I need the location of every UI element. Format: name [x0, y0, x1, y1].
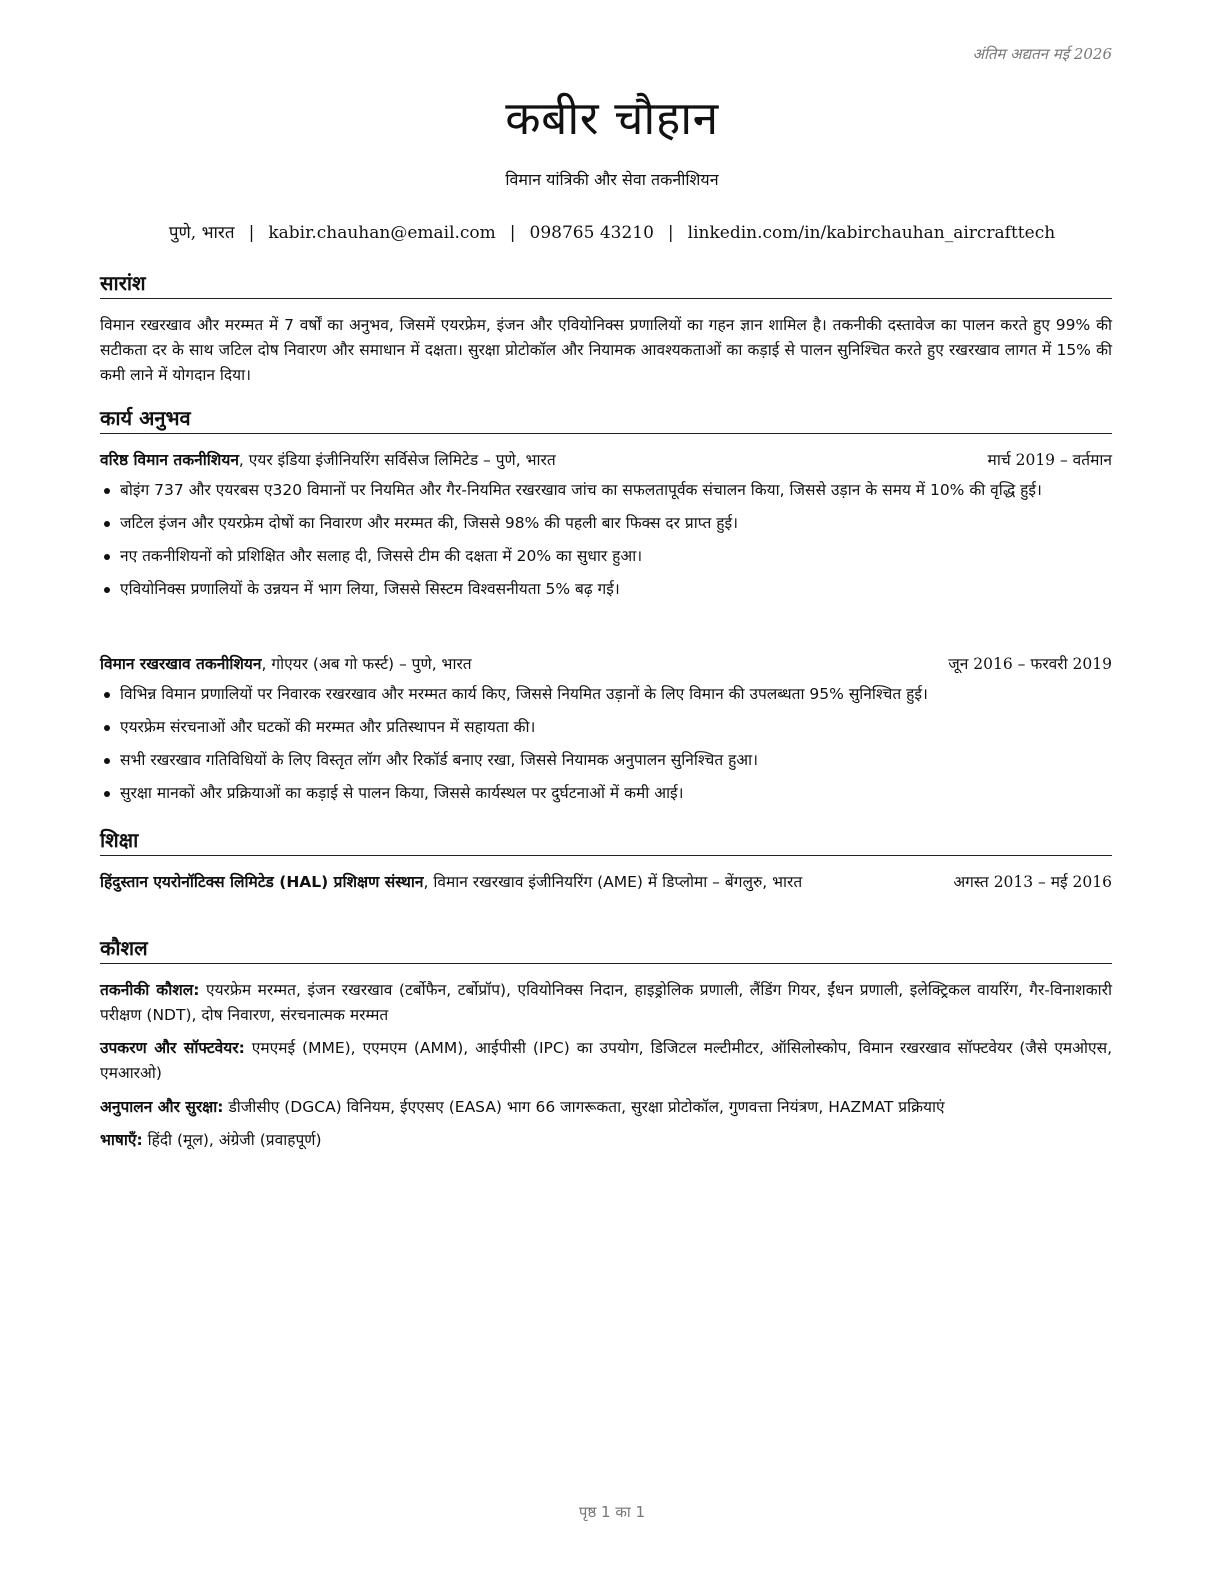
- job-org: , एयर इंडिया इंजीनियरिंग सर्विसेज लिमिटेड – पुणे, भारत: [238, 451, 556, 469]
- list-item: सभी रखरखाव गतिविधियों के लिए विस्तृत लॉग और रिकॉर्ड बनाए रखा, जिससे नियामक अनुपालन सुनिश्चित हुआ।: [100, 748, 1112, 773]
- skill-value: डीजीसीए (DGCA) विनियम, ईएएसए (EASA) भाग 66 जागरूकता, सुरक्षा प्रोटोकॉल, गुणवत्ता नियंत्रण, HAZMAT प्रक्रियाएं: [223, 1098, 945, 1116]
- list-item: जटिल इंजन और एयरफ्रेम दोषों का निवारण और मरम्मत की, जिससे 98% की पहली बार फिक्स दर प्राप्त हुई।: [100, 511, 1112, 536]
- list-item: बोइंग 737 और एयरबस ए320 विमानों पर नियमित और गैर-नियमित रखरखाव जांच का सफलतापूर्वक संचालन किया, जिससे उड़ान के समय में 10% की वृद्धि हुई।: [100, 478, 1112, 503]
- skill-label: भाषाएँ:: [100, 1131, 143, 1149]
- summary-text: विमान रखरखाव और मरम्मत में 7 वर्षों का अनुभव, जिसमें एयरफ्रेम, इंजन और एवियोनिक्स प्रणालियों का गहन ज्ञान शामिल है। तकनीकी दस्तावेज का पालन करते हुए 99% की सटीकता दर के साथ जटिल दोष निवारण और समाधान में दक्षता। सुरक्षा प्रोटोकॉल और नियामक आवश्यकताओं का कड़ाई से पालन सुनिश्चित करते हुए रखरखाव लागत में 15% की कमी लाने में योगदान दिया।: [100, 316, 1112, 384]
- skill-label: उपकरण और सॉफ्टवेयर:: [100, 1039, 245, 1057]
- contact-location: पुणे, भारत: [168, 223, 235, 243]
- page-number: पृष्ठ 1 का 1: [578, 1503, 646, 1521]
- skill-row: [100, 1128, 1112, 1153]
- section-heading-education: शिक्षा: [100, 827, 1112, 856]
- contact-separator: |: [248, 223, 255, 243]
- education-entry: [100, 870, 1112, 895]
- job-bullets: [100, 682, 1112, 814]
- skill-value: हिंदी (मूल), अंग्रेजी (प्रवाहपूर्ण): [142, 1131, 322, 1149]
- job-bullets: [100, 478, 1112, 610]
- job-dates: जून 2016 – फरवरी 2019: [948, 655, 1112, 673]
- skill-row: [100, 978, 1112, 1028]
- skill-row: [100, 1095, 1112, 1120]
- list-item: एयरफ्रेम संरचनाओं और घटकों की मरम्मत और प्रतिस्थापन में सहायता की।: [100, 715, 1112, 740]
- list-item: सुरक्षा मानकों और प्रक्रियाओं का कड़ाई से पालन किया, जिससे कार्यस्थल पर दुर्घटनाओं में कमी आई।: [100, 781, 1112, 806]
- skill-row: [100, 1036, 1112, 1086]
- skill-label: तकनीकी कौशल:: [100, 981, 200, 999]
- contact-linkedin[interactable]: linkedin.com/in/kabirchauhan_aircrafttech: [687, 223, 1056, 243]
- section-heading-summary: सारांश: [100, 270, 1112, 299]
- education-institution: हिंदुस्तान एयरोनॉटिक्स लिमिटेड (HAL) प्रशिक्षण संस्थान: [100, 873, 424, 891]
- section-heading-skills: कौशल: [100, 935, 1112, 964]
- last-updated: अंतिम अद्यतन मई 2026: [972, 45, 1112, 63]
- job-dates: मार्च 2019 – वर्तमान: [987, 451, 1112, 469]
- skill-value: एयरफ्रेम मरम्मत, इंजन रखरखाव (टर्बोफैन, टर्बोप्रॉप), एवियोनिक्स निदान, हाइड्रोलिक प्रणाली, लैंडिंग गियर, ईंधन प्रणाली, इलेक्ट्रिकल वायरिंग, गैर-विनाशकारी परीक्षण (NDT), दोष निवारण, संरचनात्मक मरम्मत: [100, 981, 1112, 1024]
- job-title: विमान रखरखाव तकनीशियन: [100, 655, 262, 673]
- candidate-name: कबीर चौहान: [505, 91, 719, 145]
- candidate-role: विमान यांत्रिकी और सेवा तकनीशियन: [505, 170, 719, 189]
- education-detail: , विमान रखरखाव इंजीनियरिंग (AME) में डिप्लोमा – बेंगलुरु, भारत: [423, 873, 803, 891]
- job-title: वरिष्ठ विमान तकनीशियन: [100, 451, 239, 469]
- list-item: एवियोनिक्स प्रणालियों के उन्नयन में भाग लिया, जिससे सिस्टम विश्वसनीयता 5% बढ़ गई।: [100, 577, 1112, 602]
- list-item: विभिन्न विमान प्रणालियों पर निवारक रखरखाव और मरम्मत कार्य किए, जिससे नियमित उड़ानों के लिए विमान की उपलब्धता 95% सुनिश्चित हुई।: [100, 682, 1112, 707]
- education-dates: अगस्त 2013 – मई 2016: [953, 873, 1112, 891]
- skill-value: एमएमई (MME), एएमएम (AMM), आईपीसी (IPC) का उपयोग, डिजिटल मल्टीमीटर, ऑसिलोस्कोप, विमान रखरखाव सॉफ्टवेयर (जैसे एमओएस, एमआरओ): [100, 1039, 1112, 1082]
- section-heading-experience: कार्य अनुभव: [100, 405, 1112, 434]
- list-item: नए तकनीशियनों को प्रशिक्षित और सलाह दी, जिससे टीम की दक्षता में 20% का सुधार हुआ।: [100, 544, 1112, 569]
- contact-email[interactable]: kabir.chauhan@email.com: [268, 223, 496, 243]
- contact-separator: |: [667, 223, 674, 243]
- job-header: [100, 652, 1112, 677]
- contact-line: [0, 220, 1224, 243]
- job-org: , गोएयर (अब गो फर्स्ट) – पुणे, भारत: [261, 655, 472, 673]
- job-header: [100, 448, 1112, 473]
- contact-phone: 098765 43210: [529, 223, 654, 243]
- contact-separator: |: [509, 223, 516, 243]
- skill-label: अनुपालन और सुरक्षा:: [100, 1098, 224, 1116]
